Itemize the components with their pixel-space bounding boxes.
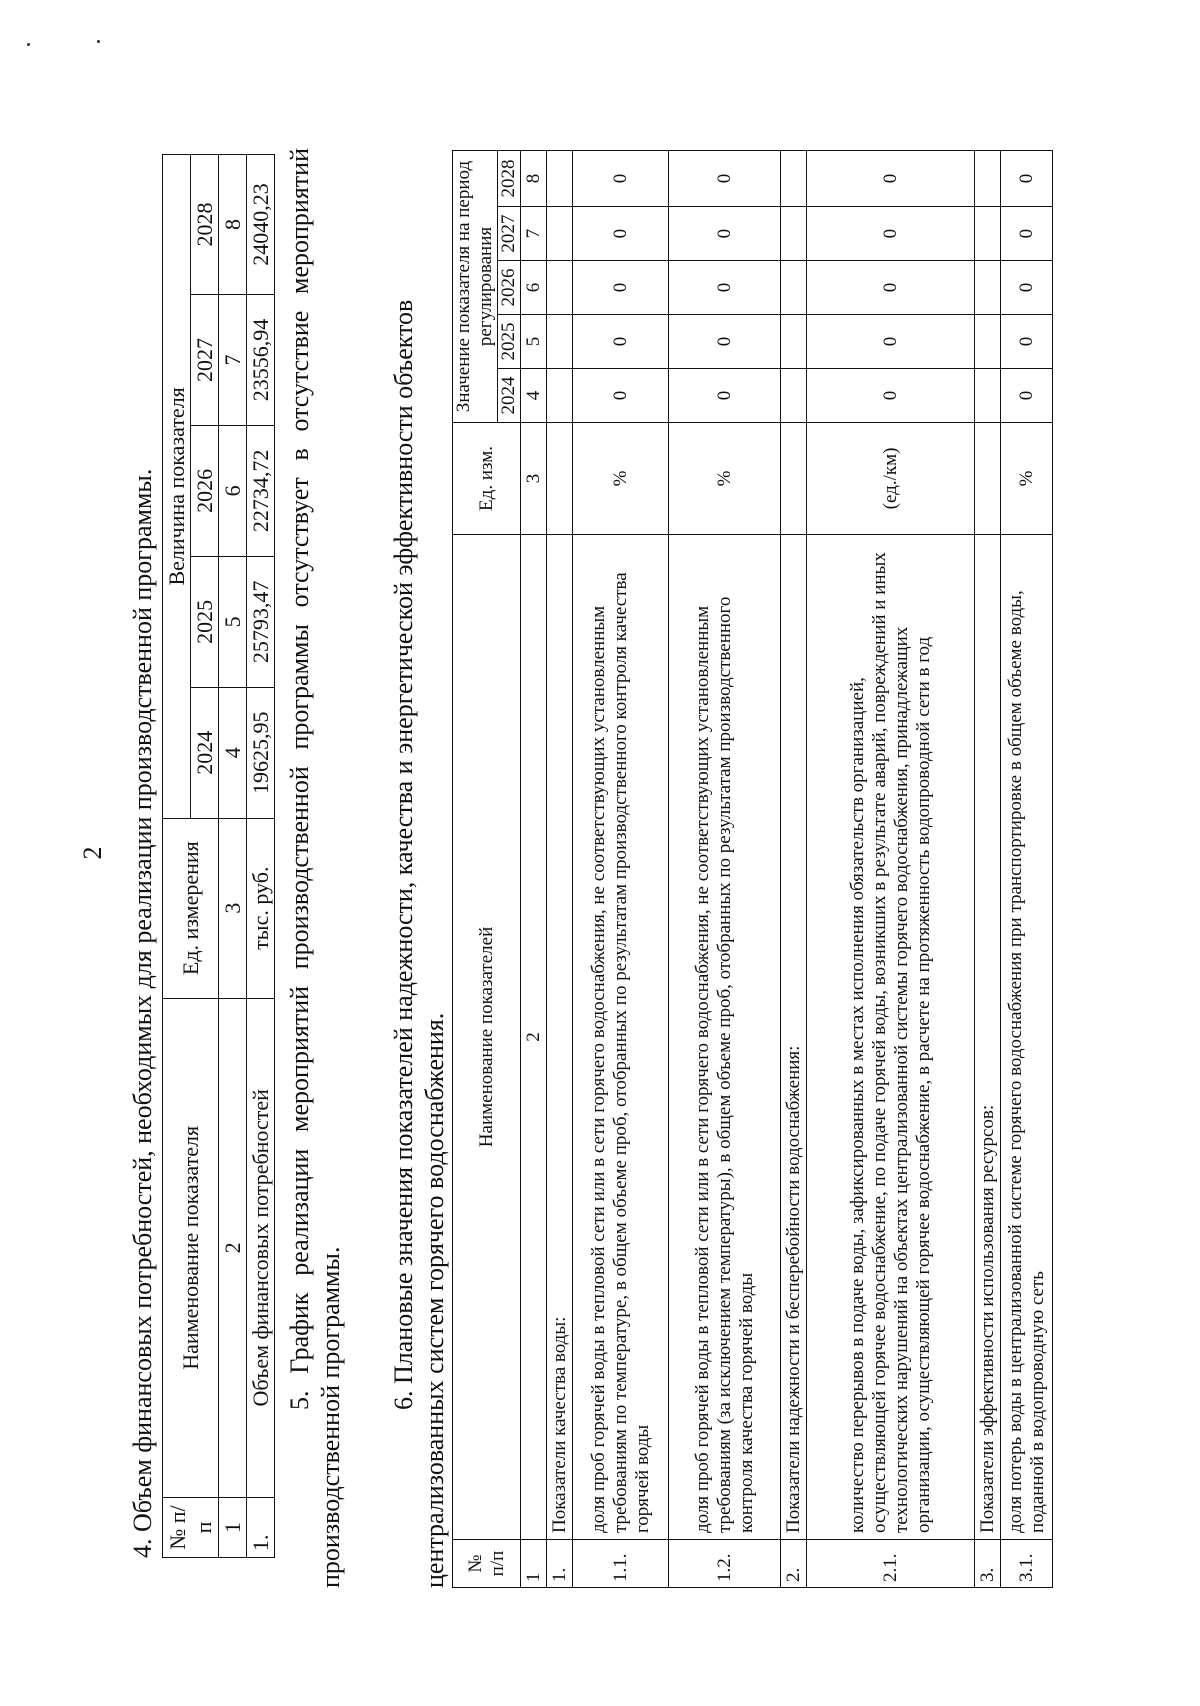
row-unit: тыс. руб.: [247, 818, 275, 998]
row-num: 1.: [247, 1498, 275, 1558]
row-value-2028: 0: [669, 151, 781, 207]
row-value-2025: 0: [669, 315, 781, 369]
row-num: 3.1.: [1001, 1540, 1053, 1588]
table-group-row: [975, 151, 1001, 1588]
row-num: 2.1.: [807, 1540, 975, 1588]
index-cell: 3: [219, 818, 247, 998]
table-row: [1001, 151, 1053, 1588]
row-value-2028: 0: [807, 151, 975, 207]
index-cell: 8: [219, 155, 247, 295]
index-cell: 4: [521, 369, 547, 423]
row-name: доля потерь воды в централизованной системе горячего водоснабжения при транспортировке в общем объеме воды, поданной в водопроводную сеть: [1001, 534, 1053, 1539]
col-header-value-group: Значение показателя на период регулирования: [453, 151, 498, 423]
index-cell: 5: [219, 556, 247, 687]
row-name: доля проб горячей воды в тепловой сети или в сети горячего водоснабжения, не соответствующих установленным требованиям по температуре, в общем объеме проб, отобранных по результатам производственного контроля качества горячей воды: [573, 534, 669, 1539]
table-row: [247, 155, 275, 1558]
row-name: Объем финансовых потребностей: [247, 998, 275, 1497]
col-header-year: 2026: [498, 261, 521, 315]
index-cell: 5: [521, 315, 547, 369]
row-unit: (ед./км): [807, 423, 975, 535]
index-cell: 7: [219, 294, 247, 425]
index-cell: 3: [521, 423, 547, 535]
index-cell: 4: [219, 687, 247, 818]
row-value-2027: 0: [669, 207, 781, 261]
section-5-text: 5. График реализации мероприятий производственной программы отсутствует в отсутствие мероприятий производственной программы.: [285, 148, 345, 1588]
section-4-heading: 4. Объем финансовых потребностей, необходимых для реализации производственной программы.: [128, 468, 157, 1558]
row-value-2026: 0: [1001, 261, 1053, 315]
index-cell: 7: [521, 207, 547, 261]
row-name: Показатели надежности и бесперебойности водоснабжения:: [781, 534, 807, 1539]
col-header-name: Наименование показателей: [453, 534, 521, 1539]
row-value-2027: 0: [573, 207, 669, 261]
indicators-table: [452, 150, 1053, 1588]
row-num: 1.: [547, 1540, 573, 1588]
row-value-2027: 0: [1001, 207, 1053, 261]
col-header-year: 2027: [498, 207, 521, 261]
row-value-2025: 0: [807, 315, 975, 369]
page-number: 2: [78, 846, 107, 860]
col-header-year: 2028: [498, 151, 521, 207]
row-value-2024: 0: [669, 369, 781, 423]
row-num: 1.2.: [669, 1540, 781, 1588]
col-header-year: 2024: [191, 687, 219, 818]
col-header-year: 2024: [498, 369, 521, 423]
index-cell: 6: [521, 261, 547, 315]
col-header-num: № п/п: [453, 1540, 521, 1588]
row-value-2026: 0: [573, 261, 669, 315]
col-header-value-group: Величина показателя: [163, 155, 191, 819]
row-name: доля проб горячей воды в тепловой сети или в сети горячего водоснабжения, не соответствующих установленным требованиям (за исключением температуры), в общем объеме проб, отобранных по результатам производственного контроля качества горячей воды: [669, 534, 781, 1539]
index-cell: 1: [219, 1498, 247, 1558]
col-header-year: 2028: [191, 155, 219, 295]
index-cell: 1: [521, 1540, 547, 1588]
table-row: [573, 151, 669, 1588]
row-value-2028: 0: [1001, 151, 1053, 207]
row-value-2024: 0: [1001, 369, 1053, 423]
row-value-2026: 22734,72: [247, 425, 275, 556]
table-row: [669, 151, 781, 1588]
row-num: 3.: [975, 1540, 1001, 1588]
col-header-name: Наименование показателя: [163, 998, 219, 1497]
index-cell: 2: [219, 998, 247, 1497]
row-value-2025: 25793,47: [247, 556, 275, 687]
row-name: Показатели эффективности использования ресурсов:: [975, 534, 1001, 1539]
col-header-unit: Ед. измерения: [163, 818, 219, 998]
index-cell: 6: [219, 425, 247, 556]
row-unit: %: [669, 423, 781, 535]
row-name: количество перерывов в подаче воды, зафиксированных в местах исполнения обязательств организацией, осуществляющей горячее водоснабжение, по подаче горячей воды, возникших в результате аварий, повреждений и иных технологических нарушений на объектах централизованной системы горячего водоснабжения, принадлежащих организации, осуществляющей горячее водоснабжение, в расчете на протяженность водопроводной сети в год: [807, 534, 975, 1539]
row-num: 1.1.: [573, 1540, 669, 1588]
row-name: Показатели качества воды:: [547, 534, 573, 1539]
index-cell: 2: [521, 534, 547, 1539]
row-value-2025: 0: [1001, 315, 1053, 369]
index-cell: 8: [521, 151, 547, 207]
col-header-year: 2026: [191, 425, 219, 556]
row-value-2026: 0: [807, 261, 975, 315]
table-row: [807, 151, 975, 1588]
section-6-heading: 6. Плановые значения показателей надежности, качества и энергетической эффективности объектов централизованных систем горячего водоснабжения.: [389, 299, 449, 1588]
row-value-2025: 0: [573, 315, 669, 369]
row-unit: %: [1001, 423, 1053, 535]
row-value-2027: 23556,94: [247, 294, 275, 425]
row-unit: %: [573, 423, 669, 535]
col-header-year: 2025: [498, 315, 521, 369]
row-value-2024: 0: [807, 369, 975, 423]
col-header-year: 2027: [191, 294, 219, 425]
row-num: 2.: [781, 1540, 807, 1588]
row-value-2028: 24040,23: [247, 155, 275, 295]
table-group-row: [547, 151, 573, 1588]
row-value-2027: 0: [807, 207, 975, 261]
row-value-2024: 0: [573, 369, 669, 423]
financial-needs-table: [162, 154, 275, 1558]
col-header-year: 2025: [191, 556, 219, 687]
col-header-num: № п/п: [163, 1498, 219, 1558]
row-value-2026: 0: [669, 261, 781, 315]
table-group-row: [781, 151, 807, 1588]
row-value-2028: 0: [573, 151, 669, 207]
col-header-unit: Ед. изм.: [453, 423, 521, 535]
row-value-2024: 19625,95: [247, 687, 275, 818]
